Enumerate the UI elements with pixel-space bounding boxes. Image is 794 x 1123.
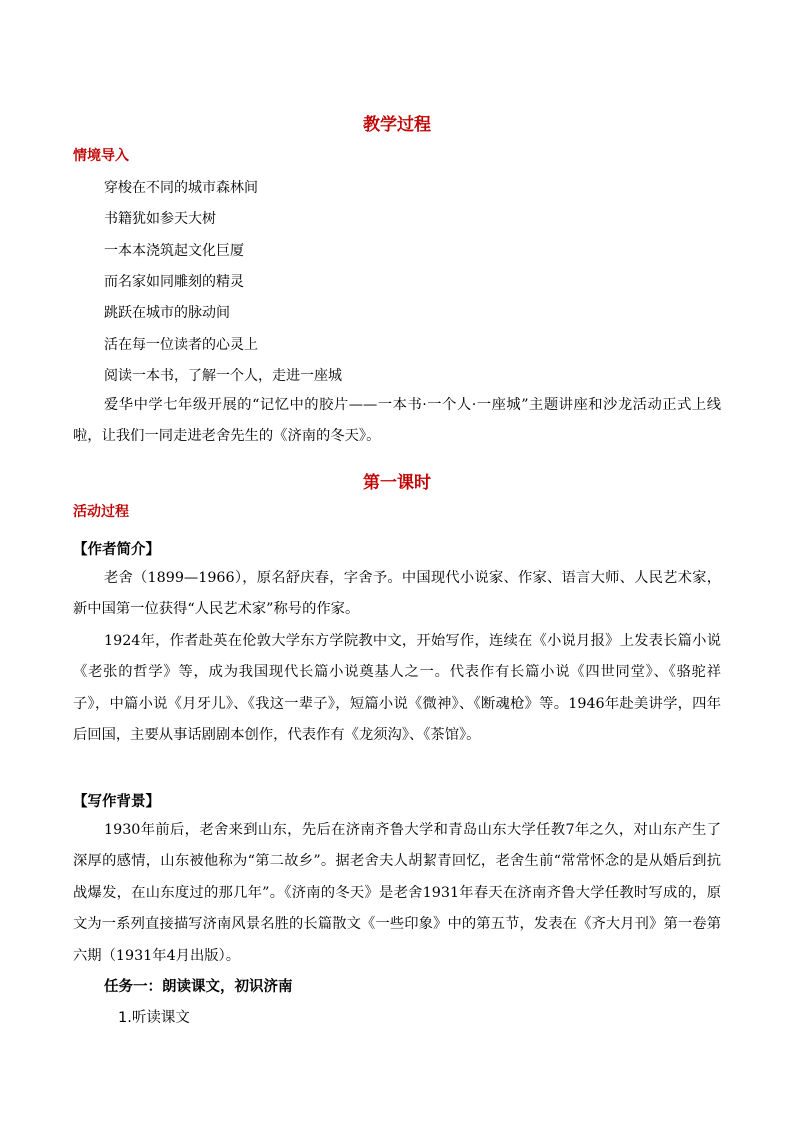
poem-line: 活在每一位读者的心灵上 [104, 337, 258, 353]
author-paragraph: 1924年，作者赴英在伦敦大学东方学院教中文，开始写作，连续在《小说月报》上发表长篇小说《老张的哲学》等，成为我国现代长篇小说奠基人之一。代表作有长篇小说《四世同堂》、《骆驼祥子》，中篇小说《月牙儿》、《我这一辈子》，短篇小说《微神》、《断魂枪》等。1946年赴美讲学，四年后回国，主要从事话剧剧本创作，代表作有《龙须沟》、《茶馆》。 [73, 633, 721, 744]
poem-line: 书籍犹如参天大树 [104, 211, 216, 227]
poem-line: 穿梭在不同的城市森林间 [104, 180, 258, 196]
poem-line: 阅读一本书，了解一个人，走进一座城 [104, 368, 342, 384]
intro-paragraph: 爱华中学七年级开展的“记忆中的胶片——一本书·一个人·一座城”主题讲座和沙龙活动正式上线啦，让我们一同走进老舍先生的《济南的冬天》。 [73, 397, 721, 445]
list-item: 1.听读课文 [118, 1010, 190, 1026]
lesson-title: 第一课时 [363, 473, 431, 493]
author-intro-heading: 【作者简介】 [73, 542, 160, 558]
poem-line: 跳跃在城市的脉动间 [104, 305, 230, 321]
poem-line: 一本本浇筑起文化巨厦 [104, 243, 244, 259]
task-heading: 任务一：朗读课文，初识济南 [104, 979, 293, 995]
activity-heading: 活动过程 [73, 504, 129, 520]
page-title: 教学过程 [363, 115, 431, 135]
background-paragraph: 1930年前后，老舍来到山东，先后在济南齐鲁大学和青岛山东大学任教7年之久，对山东产生了深厚的感情，山东被他称为“第二故乡”。据老舍夫人胡絜青回忆，老舍生前“常常怀念的是从婚后到抗战爆发，在山东度过的那几年”。《济南的冬天》是老舍1931年春天在济南齐鲁大学任教时写成的，原文为一系列直接描写济南风景名胜的长篇散文《一些印象》中的第五节，发表在《齐大月刊》第一卷第六期（1931年4月出版）。 [73, 822, 721, 964]
intro-heading: 情境导入 [73, 148, 129, 164]
author-paragraph: 老舍（1899—1966），原名舒庆春，字舍予。中国现代小说家、作家、语言大师、人民艺术家，新中国第一位获得“人民艺术家”称号的作家。 [73, 570, 721, 618]
writing-background-heading: 【写作背景】 [73, 794, 160, 810]
poem-line: 而名家如同雕刻的精灵 [104, 274, 244, 290]
